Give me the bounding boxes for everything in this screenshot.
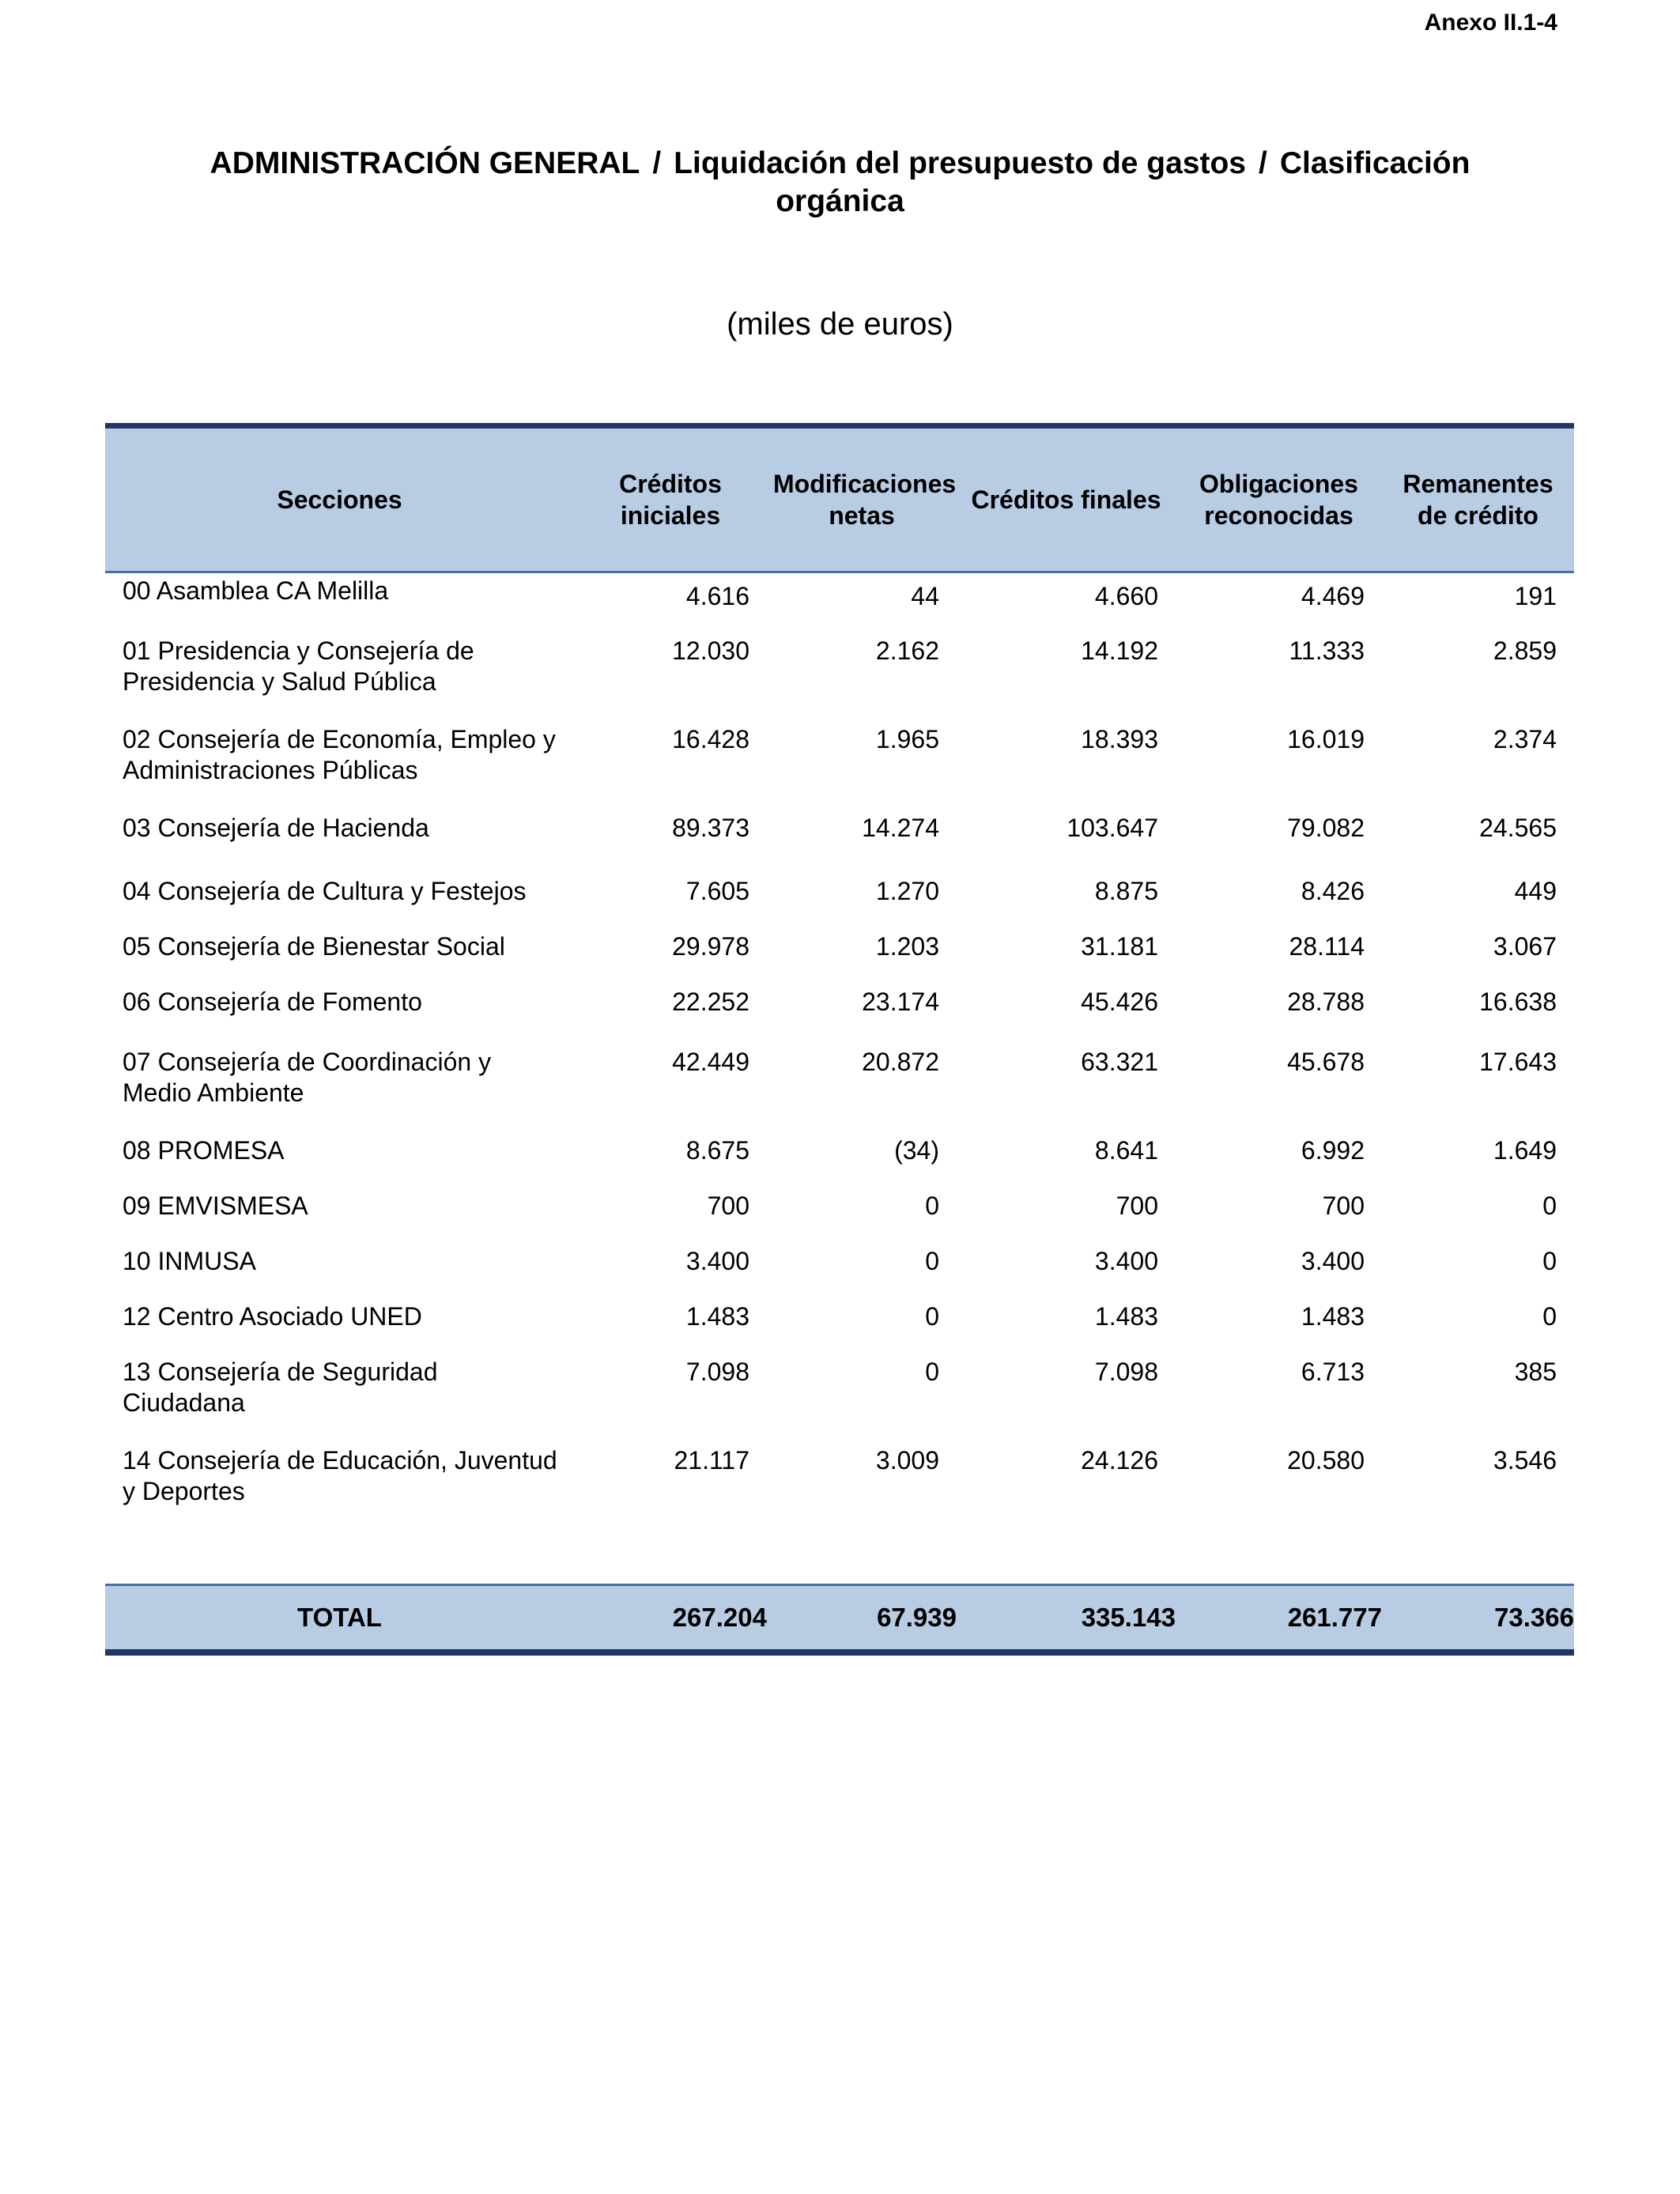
cell-remanentes-de-credito: 17.643 (1479, 1048, 1557, 1076)
cell-modificaciones-netas: 0 (925, 1302, 939, 1331)
cell-creditos-finales: 63.321 (1081, 1048, 1158, 1076)
cell-creditos-iniciales: 22.252 (672, 987, 749, 1016)
col-header-modificaciones-netas: Modificaciones netas (767, 426, 957, 572)
units-note: (miles de euros) (727, 307, 953, 342)
cell-creditos-finales: 8.875 (1094, 877, 1158, 905)
cell-remanentes-de-credito: 3.067 (1493, 932, 1557, 961)
table-row (105, 987, 1574, 1047)
cell-modificaciones-netas: (34) (894, 1136, 939, 1165)
section-name: 01 Presidencia y Consejería de Presidencia y Salud Pública (123, 636, 474, 696)
cell-creditos-iniciales: 4.616 (685, 582, 749, 610)
cell-modificaciones-netas: 1.965 (875, 725, 939, 753)
cell-modificaciones-netas: 44 (911, 582, 939, 610)
cell-creditos-finales: 24.126 (1081, 1446, 1158, 1475)
cell-creditos-iniciales: 8.675 (685, 1136, 749, 1165)
cell-remanentes-de-credito: 2.374 (1493, 725, 1557, 753)
cell-modificaciones-netas: 3.009 (875, 1446, 939, 1475)
total-row (105, 1585, 1574, 1653)
cell-creditos-finales: 31.181 (1081, 932, 1158, 961)
table-row (105, 1445, 1574, 1534)
section-name: 10 INMUSA (123, 1247, 256, 1275)
cell-remanentes-de-credito: 24.565 (1479, 814, 1557, 842)
cell-modificaciones-netas: 0 (925, 1247, 939, 1275)
cell-obligaciones-reconocidas: 3.400 (1301, 1247, 1365, 1275)
cell-modificaciones-netas: 14.274 (862, 814, 939, 842)
col-header-secciones: Secciones (105, 426, 574, 572)
cell-modificaciones-netas: 0 (925, 1191, 939, 1220)
cell-obligaciones-reconocidas: 700 (1322, 1191, 1365, 1220)
section-name: 08 PROMESA (123, 1136, 285, 1165)
cell-creditos-iniciales: 700 (707, 1191, 749, 1220)
cell-obligaciones-reconocidas: 11.333 (1289, 636, 1365, 665)
cell-remanentes-de-credito: 385 (1514, 1358, 1557, 1386)
cell-remanentes-de-credito: 191 (1514, 582, 1557, 610)
page-title (142, 145, 1538, 221)
cell-creditos-iniciales: 7.098 (685, 1358, 749, 1386)
title-separator: / (652, 146, 662, 180)
col-header-creditos-finales: Créditos finales (957, 426, 1176, 572)
table-row (105, 876, 1574, 931)
cell-creditos-iniciales: 42.449 (672, 1048, 749, 1076)
table-row (105, 572, 1574, 636)
cell-remanentes-de-credito: 0 (1542, 1247, 1557, 1275)
section-name: 12 Centro Asociado UNED (123, 1302, 422, 1331)
cell-obligaciones-reconocidas: 16.019 (1287, 725, 1365, 753)
title-part-1: ADMINISTRACIÓN GENERAL (210, 146, 640, 180)
total-label: TOTAL (105, 1585, 574, 1653)
cell-remanentes-de-credito: 449 (1514, 877, 1557, 905)
table-row (105, 724, 1574, 813)
cell-creditos-finales: 4.660 (1094, 582, 1158, 610)
table-row (105, 1047, 1574, 1135)
section-name: 02 Consejería de Economía, Empleo y Administraciones Públicas (123, 725, 556, 784)
section-name: 14 Consejería de Educación, Juventud y Deportes (123, 1446, 557, 1505)
cell-remanentes-de-credito: 3.546 (1493, 1446, 1557, 1475)
title-separator: / (1259, 146, 1267, 180)
cell-creditos-finales: 8.641 (1094, 1136, 1158, 1165)
cell-creditos-finales: 103.647 (1067, 814, 1158, 842)
total-obligaciones-reconocidas: 261.777 (1176, 1585, 1382, 1653)
col-header-remanentes-de-credito: Remanentes de crédito (1382, 426, 1574, 572)
cell-creditos-iniciales: 1.483 (685, 1302, 749, 1331)
cell-modificaciones-netas: 1.270 (875, 877, 939, 905)
section-name: 05 Consejería de Bienestar Social (123, 932, 505, 961)
cell-creditos-finales: 18.393 (1081, 725, 1158, 753)
cell-remanentes-de-credito: 1.649 (1493, 1136, 1557, 1165)
cell-creditos-iniciales: 12.030 (672, 636, 749, 665)
cell-obligaciones-reconocidas: 45.678 (1287, 1048, 1365, 1076)
table-header-row (105, 426, 1574, 572)
table-row (105, 636, 1574, 724)
cell-obligaciones-reconocidas: 8.426 (1301, 877, 1365, 905)
cell-creditos-finales: 3.400 (1094, 1247, 1158, 1275)
cell-creditos-iniciales: 7.605 (685, 877, 749, 905)
table-row (105, 813, 1574, 876)
title-part-2: Liquidación del presupuesto de gastos (674, 146, 1247, 180)
cell-creditos-finales: 1.483 (1094, 1302, 1158, 1331)
cell-creditos-finales: 14.192 (1081, 636, 1158, 665)
total-modificaciones-netas: 67.939 (767, 1585, 957, 1653)
col-header-creditos-iniciales: Créditos iniciales (574, 426, 767, 572)
cell-obligaciones-reconocidas: 79.082 (1287, 814, 1365, 842)
cell-remanentes-de-credito: 0 (1542, 1302, 1557, 1331)
cell-creditos-iniciales: 29.978 (672, 932, 749, 961)
section-name: 09 EMVISMESA (123, 1191, 308, 1220)
cell-obligaciones-reconocidas: 20.580 (1287, 1446, 1365, 1475)
section-name: 13 Consejería de Seguridad Ciudadana (123, 1358, 438, 1417)
table-row (105, 1357, 1574, 1445)
cell-obligaciones-reconocidas: 1.483 (1301, 1302, 1365, 1331)
cell-creditos-iniciales: 16.428 (672, 725, 749, 753)
table-row (105, 1246, 1574, 1301)
cell-modificaciones-netas: 1.203 (875, 932, 939, 961)
cell-remanentes-de-credito: 16.638 (1479, 987, 1557, 1016)
cell-creditos-iniciales: 89.373 (672, 814, 749, 842)
spacer-cell (105, 1534, 1574, 1585)
cell-creditos-iniciales: 21.117 (674, 1446, 749, 1475)
cell-obligaciones-reconocidas: 28.114 (1289, 932, 1365, 961)
cell-creditos-iniciales: 3.400 (685, 1247, 749, 1275)
section-name: 07 Consejería de Coordinación y Medio Ambiente (123, 1048, 492, 1107)
cell-obligaciones-reconocidas: 6.992 (1301, 1136, 1365, 1165)
table-spacer (105, 1534, 1574, 1585)
section-name: 03 Consejería de Hacienda (123, 814, 429, 842)
cell-remanentes-de-credito: 0 (1542, 1191, 1557, 1220)
cell-obligaciones-reconocidas: 6.713 (1301, 1358, 1365, 1386)
annex-label: Anexo II.1-4 (1424, 9, 1557, 36)
cell-creditos-finales: 7.098 (1094, 1358, 1158, 1386)
table-row (105, 1301, 1574, 1357)
table-row (105, 1135, 1574, 1191)
section-name: 04 Consejería de Cultura y Festejos (123, 877, 527, 905)
table-row (105, 1191, 1574, 1246)
cell-creditos-finales: 700 (1116, 1191, 1158, 1220)
total-remanentes-de-credito: 73.366 (1382, 1585, 1574, 1653)
cell-modificaciones-netas: 23.174 (862, 987, 939, 1016)
cell-modificaciones-netas: 20.872 (862, 1048, 939, 1076)
section-name: 00 Asamblea CA Melilla (123, 576, 389, 605)
table-row (105, 931, 1574, 987)
budget-table (105, 423, 1574, 1656)
cell-obligaciones-reconocidas: 4.469 (1301, 582, 1365, 610)
total-creditos-iniciales: 267.204 (574, 1585, 767, 1653)
section-name: 06 Consejería de Fomento (123, 987, 422, 1016)
total-creditos-finales: 335.143 (957, 1585, 1176, 1653)
title-part-3: Clasificación orgánica (776, 146, 1470, 218)
cell-obligaciones-reconocidas: 28.788 (1287, 987, 1365, 1016)
cell-modificaciones-netas: 2.162 (875, 636, 939, 665)
col-header-obligaciones-reconocidas: Obligaciones reconocidas (1176, 426, 1382, 572)
cell-remanentes-de-credito: 2.859 (1493, 636, 1557, 665)
cell-modificaciones-netas: 0 (925, 1358, 939, 1386)
cell-creditos-finales: 45.426 (1081, 987, 1158, 1016)
